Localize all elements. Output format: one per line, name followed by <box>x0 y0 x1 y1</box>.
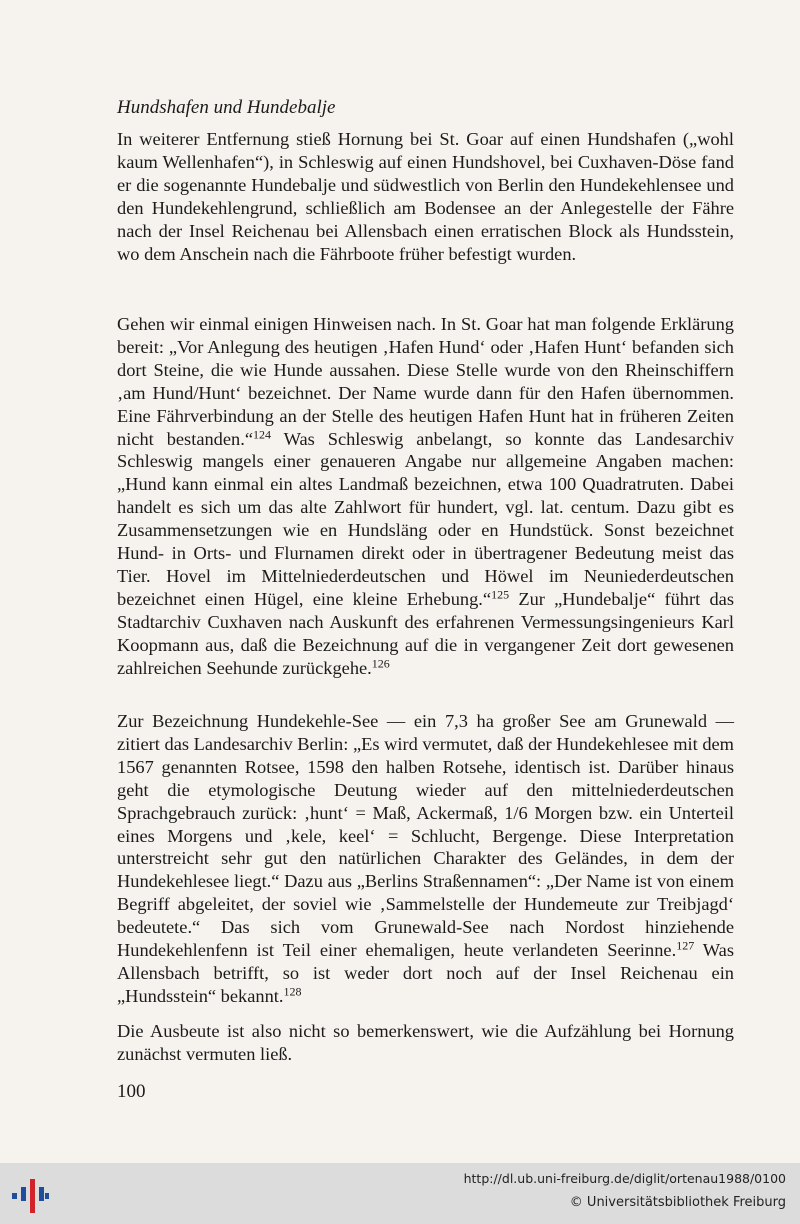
footnote-ref-125: 125 <box>491 587 510 602</box>
paragraph-3 <box>117 710 734 1008</box>
paragraph-3-text-b: Was Allensbach betrifft, so ist weder dort noch auf der Insel Reichenau ein „Hundsstein“ bekannt. <box>117 940 734 1006</box>
section-heading: Hundshafen und Hundebalje <box>117 97 336 118</box>
paragraph-2 <box>117 313 734 680</box>
paragraph-2-text-b: Was Schleswig anbelangt, so konnte das Landesarchiv Schleswig mangels einer genaueren Angabe nur allgemeine Angaben machen: „Hund kann einmal ein altes Landmaß bezeichnen, etwa 100 Quadratruten. Dabei handelt es sich um das alte Zahlwort für hundert, vgl. lat. centum. Dazu gibt es Zusammensetzungen wie en Hundsläng oder en Hundstück. Sonst bezeichnet Hund- in Orts- und Flurnamen direkt oder in übertragener Bedeutung meist das Tier. Hovel im Mittelniederdeutschen und Höwel im Neuniederdeutschen bezeichnet einen Hügel, eine kleine Erhebung.“ <box>117 428 735 609</box>
viewer-footer <box>0 1163 800 1224</box>
footnote-ref-124: 124 <box>253 426 271 441</box>
footnote-ref-128: 128 <box>283 984 302 999</box>
paragraph-1: In weiterer Entfernung stieß Hornung bei St. Goar auf einen Hundshafen („wohl kaum Wellenhafen“), in Schleswig auf einen Hundshovel, bei Cuxhaven-Döse fand er die sogenannte Hundebalje und südwestlich von Berlin den Hundekehlensee und den Hundekehlengrund, schließlich am Bodensee an der Anlegestelle der Fähre nach der Insel Reichenau bei Allensbach einen erratischen Block als Hundsstein, wo dem Anschein nach die Fährboote früher befestigt wurden. <box>117 129 734 264</box>
footnote-ref-127: 127 <box>676 938 695 953</box>
paragraph-3-text-a: Zur Bezeichnung Hundekehle-See — ein 7,3 ha großer See am Grunewald — zitiert das Landesarchiv Berlin: „Es wird vermutet, daß der Hundekehlesee mit dem 1567 genannten Rotsee, 1598 den halben Rotsehe, identisch ist. Darüber hinaus geht die etymologische Deutung wieder auf den mittelniederdeutschen Sprachgebrauch zurück: ‚hunt‘ = Maß, Ackermaß, 1/6 Morgen bzw. ein Unterteil eines Morgens und ‚kele, keel‘ = Schlucht, Bergenge. Diese Interpretation unterstreicht sehr gut den natürlichen Charakter des Geländes, in dem der Hundekehlesee liegt.“ Dazu aus „Berlins Straßennamen“: „Der Name ist von einem Begriff abgeleitet, der soviel wie ‚Sammelstelle der Hundemeute zur Treibjagd‘ bedeutete.“ Das sich vom Grunewald-See nach Nordost hinziehende Hundekehlenfenn ist Teil einer ehemaligen, heute verlandeten Seerinne. <box>117 711 734 961</box>
paragraph-2-text-a: Gehen wir einmal einigen Hinweisen nach. In St. Goar hat man folgende Erklärung bereit: „Vor Anlegung des heutigen ‚Hafen Hund‘ oder ‚Hafen Hunt‘ befanden sich dort Steine, die wie Hunde aussahen. Diese Stelle wurde von den Rheinschiffern ‚am Hund/Hunt‘ bezeichnet. Der Name wurde dann für den Hafen übernommen. Eine Fährverbindung an der Stelle des heutigen Hafen Hunt hat in früheren Zeiten nicht bestanden.“ <box>117 314 734 449</box>
paragraph-2-text-c: Zur „Hundebalje“ führt das Stadtarchiv Cuxhaven nach Auskunft des erfahrenen Vermessungsingenieurs Karl Koopmann aus, daß die Bezeichnung auf die in vergangener Zeit dort gewesenen zahlreichen Seehunde zurückgehe. <box>117 588 734 678</box>
copyright-text: © Universitätsbibliothek Freiburg <box>569 1195 786 1210</box>
paragraph-4: Die Ausbeute ist also nicht so bemerkenswert, wie die Aufzählung bei Hornung zunächst vermuten ließ. <box>117 1021 734 1064</box>
page-number: 100 <box>117 1081 146 1102</box>
source-url-link[interactable]: http://dl.ub.uni-freiburg.de/diglit/ortenau1988/0100 <box>463 1171 786 1186</box>
ub-freiburg-logo-icon[interactable] <box>10 1175 50 1215</box>
footnote-ref-126: 126 <box>371 656 390 670</box>
